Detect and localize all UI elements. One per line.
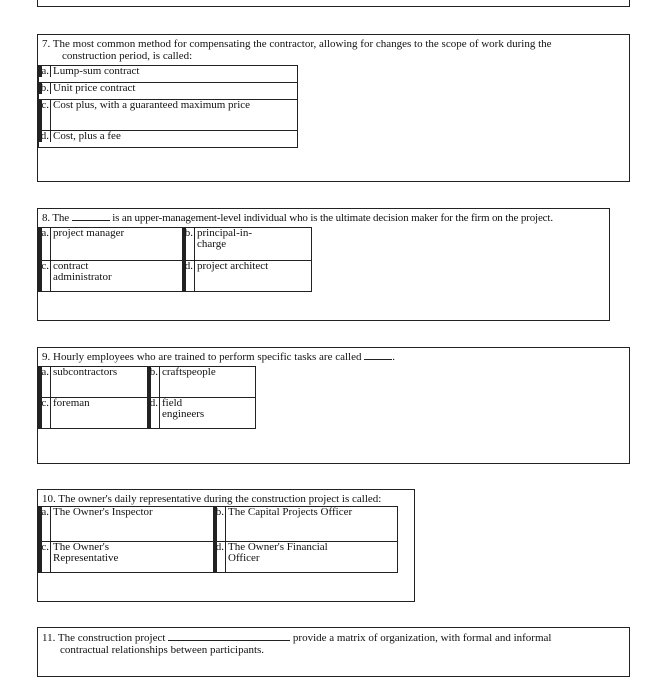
question-9-box (37, 347, 630, 464)
option-letter: c. (39, 398, 51, 428)
option-text: subcontractors (53, 366, 118, 378)
option-a[interactable] (39, 507, 213, 541)
option-text: The Capital Projects Officer (228, 506, 353, 518)
option-letter: d. (148, 398, 160, 428)
question-11-line2: contractual relationships between participants. (60, 644, 265, 656)
question-10-options (38, 506, 398, 573)
question-11-box (37, 627, 630, 677)
option-text: The Owner's Financial Officer (228, 541, 328, 564)
question-10-text: 10. The owner's daily representative during the construction project is called: (42, 493, 382, 505)
option-text: project architect (197, 260, 269, 272)
option-text: Lump-sum contract (53, 65, 140, 77)
option-letter: d. (40, 130, 49, 142)
question-8-text (42, 212, 553, 224)
question-7-box (37, 34, 630, 182)
question-8-box (37, 208, 610, 321)
option-text: Cost plus, with a guaranteed maximum price (53, 99, 251, 111)
question-7-line1: 7. The most common method for compensating the contractor, allowing for changes to the scope of work during the (42, 38, 552, 50)
option-text: Unit price contract (53, 82, 136, 94)
option-b[interactable] (39, 83, 297, 94)
option-b[interactable] (148, 367, 255, 397)
question-7-options (38, 65, 298, 148)
question-11-text (42, 632, 551, 656)
option-text: The Owner's Representative (53, 541, 119, 564)
option-c[interactable] (39, 398, 147, 428)
option-letter: d. (214, 542, 226, 572)
question-9-text-start: 9. Hourly employees who are trained to perform specific tasks are called (42, 351, 362, 363)
option-a[interactable] (39, 367, 147, 397)
option-letter: a. (39, 228, 51, 260)
option-text: Cost, plus a fee (53, 130, 121, 142)
question-11-text-end: provide a matrix of organization, with formal and informal (292, 632, 552, 644)
question-8-options (38, 227, 312, 292)
option-c[interactable] (39, 261, 182, 291)
answer-blank[interactable] (72, 220, 110, 221)
previous-question-box (37, 0, 630, 7)
option-letter: c. (39, 261, 51, 291)
option-letter: c. (39, 100, 51, 130)
question-8-text-start: 8. The (42, 212, 70, 224)
option-d[interactable] (214, 542, 397, 572)
option-text: craftspeople (162, 366, 216, 378)
option-a[interactable] (39, 66, 297, 77)
option-d[interactable] (183, 261, 311, 291)
option-letter: b. (214, 507, 226, 541)
question-8-text-end: is an upper-management-level individual who is the ultimate decision maker for the firm on the project. (112, 212, 553, 224)
question-9-options (38, 366, 256, 429)
option-d[interactable] (148, 398, 255, 428)
answer-blank[interactable] (364, 359, 392, 360)
option-b[interactable] (183, 228, 311, 260)
question-9-text (42, 351, 395, 363)
question-11-text-start: 11. The construction project (42, 632, 166, 644)
question-7-text (42, 38, 552, 62)
option-text: The Owner's Inspector (53, 506, 153, 518)
answer-blank[interactable] (168, 640, 290, 641)
option-letter: b. (40, 82, 49, 94)
question-7-line2: construction period, is called: (62, 50, 193, 62)
option-letter: a. (39, 367, 51, 397)
option-text: project manager (53, 227, 125, 239)
option-d[interactable] (39, 131, 297, 142)
option-letter: a. (39, 66, 51, 77)
option-c[interactable] (39, 100, 297, 130)
option-letter: b. (183, 228, 195, 260)
option-text: field engineers (162, 397, 205, 420)
option-letter: c. (39, 542, 51, 572)
option-text: contract administrator (53, 260, 112, 283)
option-letter: b. (148, 367, 160, 397)
question-9-text-end: . (392, 351, 395, 363)
option-a[interactable] (39, 228, 182, 260)
option-text: foreman (53, 397, 90, 409)
option-text: principal-in-charge (197, 227, 252, 250)
option-c[interactable] (39, 542, 213, 572)
option-letter: a. (39, 507, 51, 541)
question-10-box (37, 489, 415, 602)
option-b[interactable] (214, 507, 397, 541)
option-letter: d. (183, 261, 195, 291)
